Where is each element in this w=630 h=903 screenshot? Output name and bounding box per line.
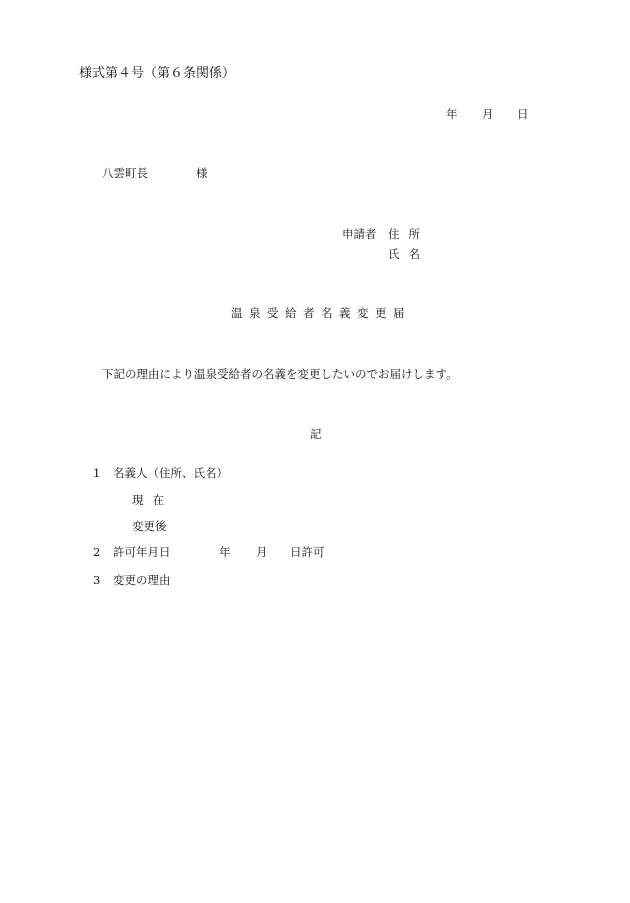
date-day-label: 日 [517, 107, 529, 121]
item-number: 2 [93, 545, 101, 559]
applicant-address-label: 住所 [388, 227, 429, 241]
permit-year-label: 年 [219, 545, 231, 559]
item-number: 3 [93, 573, 101, 587]
permit-month-label: 月 [256, 545, 268, 559]
date-year-label: 年 [446, 107, 458, 121]
item-label-permit-date: 許可年月日 [113, 545, 171, 559]
addressee-honorific: 様 [196, 166, 208, 180]
form-number: 様式第４号（第６条関係） [79, 66, 236, 81]
applicant-label: 申請者 [342, 227, 377, 241]
sub-item-after-change: 変更後 [132, 519, 167, 533]
body-text: 下記の理由により温泉受給者の名義を変更したいのでお届けします。 [102, 367, 458, 381]
applicant-name-label: 氏名 [388, 247, 429, 261]
addressee-name: 八雲町長 [102, 166, 148, 180]
item-label-reason: 変更の理由 [113, 573, 171, 587]
document-title: 温泉受給者名義変更届 [231, 306, 411, 320]
date-month-label: 月 [482, 107, 494, 121]
item-number: 1 [93, 466, 101, 480]
item-label-nominee: 名義人（住所、氏名） [113, 466, 228, 480]
sub-item-current: 現在 [132, 493, 173, 507]
permit-day-label: 日許可 [290, 545, 325, 559]
ki-heading: 記 [310, 427, 322, 441]
